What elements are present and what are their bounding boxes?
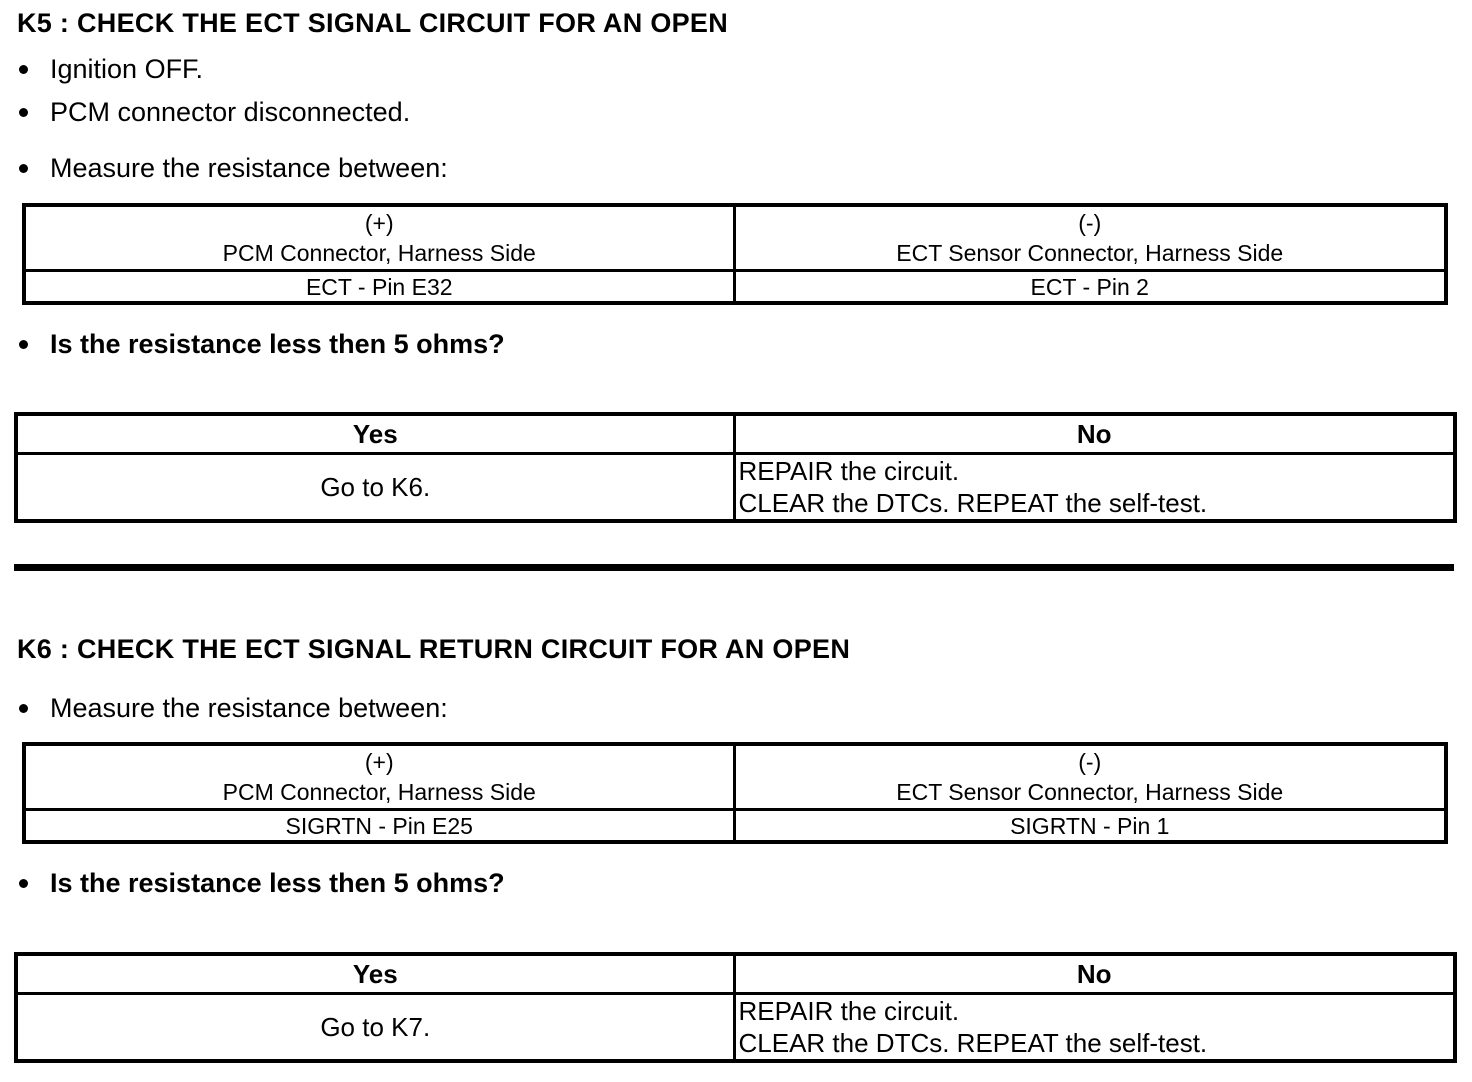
k6-measurement-table: [22, 742, 1448, 844]
yes-action: Go to K7.: [16, 994, 734, 1062]
no-header: No: [734, 954, 1455, 994]
k6-heading: K6 : CHECK THE ECT SIGNAL RETURN CIRCUIT FOR AN OPEN: [17, 634, 851, 664]
bullet-text: PCM connector disconnected.: [50, 96, 411, 127]
k6-question: [19, 866, 505, 900]
yes-action: Go to K6.: [16, 454, 734, 522]
bullet-icon: [19, 164, 28, 173]
minus-value-cell: SIGRTN - Pin 1: [734, 810, 1446, 843]
plus-value-cell: SIGRTN - Pin E25: [24, 810, 734, 843]
minus-symbol: (-): [1078, 749, 1102, 775]
k5-measurement-table: [22, 203, 1448, 305]
bullet-icon: [19, 108, 28, 117]
bullet-icon: [19, 704, 28, 713]
plus-symbol: (+): [364, 210, 394, 236]
yes-header: Yes: [16, 414, 734, 454]
plus-label: PCM Connector, Harness Side: [222, 779, 536, 805]
k6-decision-table: [14, 952, 1457, 1063]
k6-bullet-measure: [19, 691, 448, 725]
bullet-text: Ignition OFF.: [50, 53, 204, 84]
bullet-icon: [19, 879, 28, 888]
no-action-line1: REPAIR the circuit.: [738, 996, 960, 1026]
plus-symbol: (+): [364, 749, 394, 775]
plus-label: PCM Connector, Harness Side: [222, 240, 536, 266]
k5-decision-table: [14, 412, 1457, 523]
minus-value-cell: ECT - Pin 2: [734, 271, 1446, 304]
minus-header-cell: [734, 744, 1446, 810]
no-header: No: [734, 414, 1455, 454]
plus-header-cell: [24, 744, 734, 810]
bullet-icon: [19, 65, 28, 74]
k5-bullet-measure: [19, 151, 448, 185]
minus-header-cell: [734, 205, 1446, 271]
yes-header: Yes: [16, 954, 734, 994]
bullet-icon: [19, 340, 28, 349]
no-action-line2: CLEAR the DTCs. REPEAT the self-test.: [738, 488, 1208, 518]
no-action-cell: [734, 454, 1455, 522]
minus-symbol: (-): [1078, 210, 1102, 236]
question-text: Is the resistance less then 5 ohms?: [50, 328, 505, 359]
no-action-line2: CLEAR the DTCs. REPEAT the self-test.: [738, 1028, 1208, 1058]
no-action-cell: [734, 994, 1455, 1062]
k5-bullet-ignition: [19, 52, 203, 86]
minus-label: ECT Sensor Connector, Harness Side: [896, 779, 1284, 805]
section-divider: [14, 564, 1454, 571]
plus-header-cell: [24, 205, 734, 271]
question-text: Is the resistance less then 5 ohms?: [50, 867, 505, 898]
plus-value-cell: ECT - Pin E32: [24, 271, 734, 304]
k5-question: [19, 327, 505, 361]
bullet-text: Measure the resistance between:: [50, 152, 448, 183]
minus-label: ECT Sensor Connector, Harness Side: [896, 240, 1284, 266]
no-action-line1: REPAIR the circuit.: [738, 456, 960, 486]
k5-heading: K5 : CHECK THE ECT SIGNAL CIRCUIT FOR AN OPEN: [17, 8, 729, 38]
k5-bullet-connector: [19, 95, 410, 129]
bullet-text: Measure the resistance between:: [50, 692, 448, 723]
